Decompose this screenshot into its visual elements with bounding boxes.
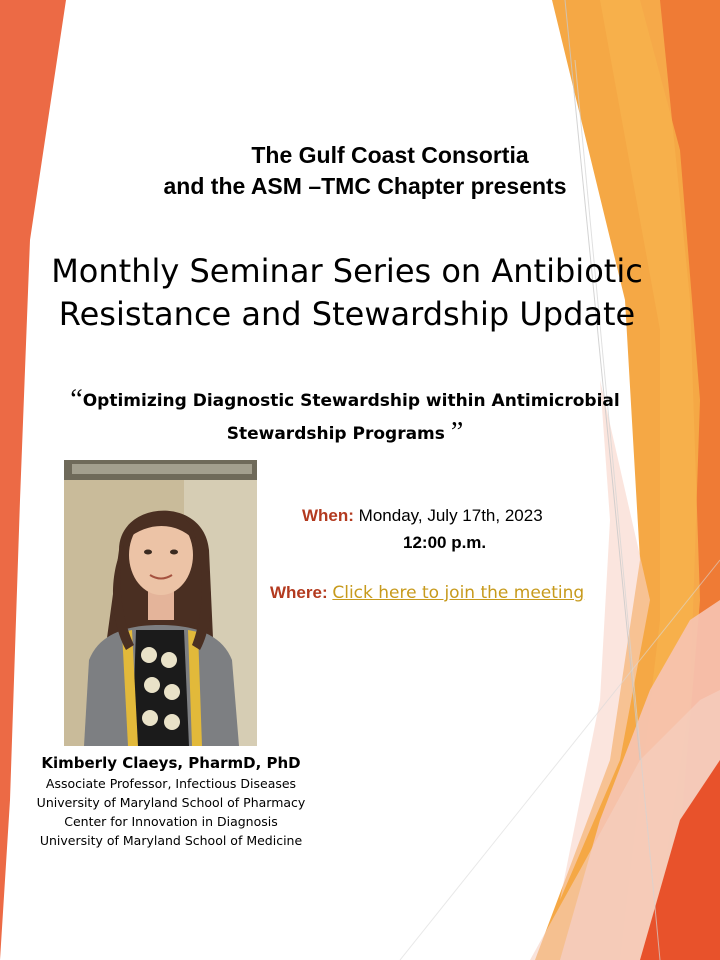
speaker-name: Kimberly Claeys, PharmD, PhD bbox=[41, 754, 301, 772]
series-title-line-2: Resistance and Stewardship Update bbox=[58, 295, 636, 333]
speaker-photo bbox=[64, 460, 257, 746]
when-line bbox=[302, 503, 543, 528]
speaker-info bbox=[10, 752, 332, 850]
speaker-affiliation-2: University of Maryland School of Pharmacy bbox=[36, 795, 306, 810]
close-quote: ” bbox=[450, 417, 464, 448]
talk-title-line-1: Optimizing Diagnostic Stewardship within Antimicrobial bbox=[82, 391, 620, 411]
event-time: 12:00 p.m. bbox=[403, 533, 487, 552]
presenter-line-1: The Gulf Coast Consortia bbox=[251, 142, 529, 168]
speaker-affiliation-1: Associate Professor, Infectious Diseases bbox=[45, 776, 297, 791]
presenter-heading bbox=[120, 140, 660, 202]
series-title-line-1: Monthly Seminar Series on Antibiotic bbox=[51, 252, 643, 290]
event-date: Monday, July 17th, 2023 bbox=[358, 506, 543, 525]
when-label: When: bbox=[302, 506, 354, 525]
speaker-affiliation-4: University of Maryland School of Medicine bbox=[39, 833, 303, 848]
talk-title bbox=[40, 384, 650, 450]
series-title bbox=[20, 250, 674, 336]
talk-title-line-2: Stewardship Programs bbox=[226, 424, 451, 444]
where-line bbox=[270, 580, 584, 606]
open-quote: “ bbox=[70, 384, 83, 415]
join-meeting-link[interactable]: Click here to join the meeting bbox=[332, 583, 585, 603]
where-label: Where: bbox=[270, 583, 328, 602]
presenter-line-2: and the ASM –TMC Chapter presents bbox=[163, 173, 567, 199]
speaker-affiliation-3: Center for Innovation in Diagnosis bbox=[64, 814, 278, 829]
